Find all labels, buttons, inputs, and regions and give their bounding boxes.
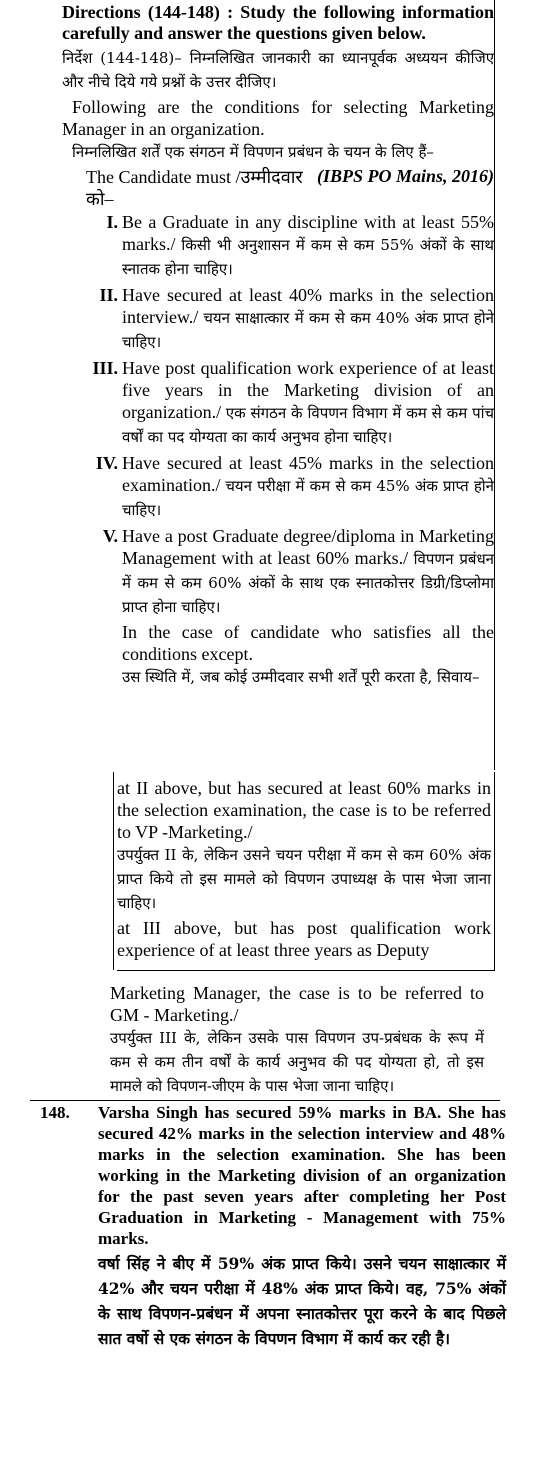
case-b-cont-english: Marketing Manager, the case is to be referred to GM - Marketing./ <box>110 983 484 1025</box>
condition-item <box>62 452 494 522</box>
case-a-english: at II above, but has secured at least 60% marks in the selection examination, the case is to be referred to VP -Marketing./ <box>117 778 491 842</box>
condition-number: IV. <box>95 453 118 473</box>
intro-hindi-text: निम्नलिखित शर्तें एक संगठन में विपणन प्रबंधन के चयन के लिए हैं– <box>72 143 434 161</box>
condition-item <box>62 211 494 281</box>
condition-hindi: चयन परीक्षा में कम से कम 45% अंक प्राप्त होने चाहिए। <box>122 477 494 519</box>
case-b-continuation <box>110 982 484 1095</box>
vertical-rule-left <box>113 772 114 970</box>
intro-hindi <box>62 140 494 186</box>
condition-hindi: एक संगठन के विपणन विभाग में कम से कम पांच वर्षों का पद योग्यता का कार्य अनुभव होना चाहिए। <box>122 404 494 446</box>
condition-english: Be a Graduate in any discipline with at least 55% marks./ <box>122 212 494 254</box>
passage-column <box>62 2 494 689</box>
condition-english: Have secured at least 45% marks in the selection examination./ <box>122 453 494 495</box>
source-citation: (IBPS PO Mains, 2016) <box>316 166 494 186</box>
vertical-rule-right <box>494 0 495 770</box>
condition-english: Have secured at least 40% marks in the selection interview./ <box>122 285 494 327</box>
intro-english: Following are the conditions for selecting Marketing Manager in an organization. <box>62 97 494 139</box>
condition-hindi: किसी भी अनुशासन में कम से कम 55% अंकों के साथ स्नातक होना चाहिए। <box>122 236 494 278</box>
question-148 <box>30 1102 506 1351</box>
condition-item <box>62 284 494 354</box>
question-hindi: वर्षा सिंह ने बीए में 59% अंक प्राप्त किये। उसने चयन साक्षात्कार में 42% और चयन परीक्षा में 48% अंक प्राप्त किये। वह, 75% अंकों के साथ विपणन-प्रबंधन में अपना स्नातकोत्तर पूरा करने के बाद पिछले सात वर्षो से एक संगठन के विपणन विभाग में कार्य कर रही है। <box>98 1254 506 1348</box>
directions-hindi: निर्देश (144-148)– निम्नलिखित जानकारी का ध्यानपूर्वक अध्ययन कीजिए और नीचे दिये गये प्रश्नों के उत्तर दीजिए। <box>62 49 494 91</box>
exception-english: In the case of candidate who satisfies all the conditions except. <box>122 622 494 664</box>
condition-number: II. <box>99 285 118 305</box>
condition-english: Have a post Graduate degree/diploma in Marketing Management with at least 60% marks./ <box>122 526 494 568</box>
condition-hindi: चयन साक्षात्कार में कम से कम 40% अंक प्राप्त होने चाहिए। <box>122 309 494 351</box>
vertical-rule-right-lower <box>494 772 495 970</box>
condition-number: I. <box>106 212 118 232</box>
divider-line <box>117 970 495 971</box>
condition-hindi: विपणन प्रबंधन में कम से कम 60% अंकों के साथ एक स्नातकोत्तर डिग्री/डिप्लोमा प्राप्त होना चाहिए। <box>122 550 494 616</box>
case-b-cont-hindi: उपर्युक्त III के, लेकिन उसके पास विपणन उप-प्रबंधक के रूप में कम से कम तीन वर्षों के कार्य अनुभव की पद योग्यता हो, तो इस मामले को विपणन-जीएम के पास भेजा जाना चाहिए। <box>110 1029 484 1095</box>
condition-number: V. <box>102 526 118 546</box>
condition-number: III. <box>92 358 118 378</box>
condition-english: Have post qualification work experience of at least five years in the Marketing division of an organization./ <box>122 358 494 422</box>
condition-item <box>62 525 494 689</box>
case-a-hindi: उपर्युक्त II के, लेकिन उसने चयन परीक्षा में कम से कम 60% अंक प्राप्त किये तो इस मामले को विपणन उपाध्यक्ष के पास भेजा जाना चाहिए। <box>117 846 491 912</box>
sub-cases <box>117 777 491 961</box>
condition-item <box>62 357 494 449</box>
candidate-must: The Candidate must /उम्मीदवार को– <box>86 167 303 209</box>
question-english: Varsha Singh has secured 59% marks in BA. She has secured 42% marks in the selection interview and 48% marks in the selection examination. She has been working in the Marketing division of an organization for the past seven years after completing her Post Graduation in Marketing - Management with 75% marks. <box>98 1103 506 1248</box>
section-divider <box>30 1100 500 1101</box>
case-b-english: at III above, but has post qualification work experience of at least three years as Deputy <box>117 918 491 960</box>
question-number: 148. <box>40 1103 70 1122</box>
directions-english: Directions (144-148) : Study the following information carefully and answer the questions given below. <box>62 2 494 43</box>
exception-hindi: उस स्थिति में, जब कोई उम्मीदवार सभी शर्तें पूरी करता है, सिवाय– <box>122 668 480 686</box>
